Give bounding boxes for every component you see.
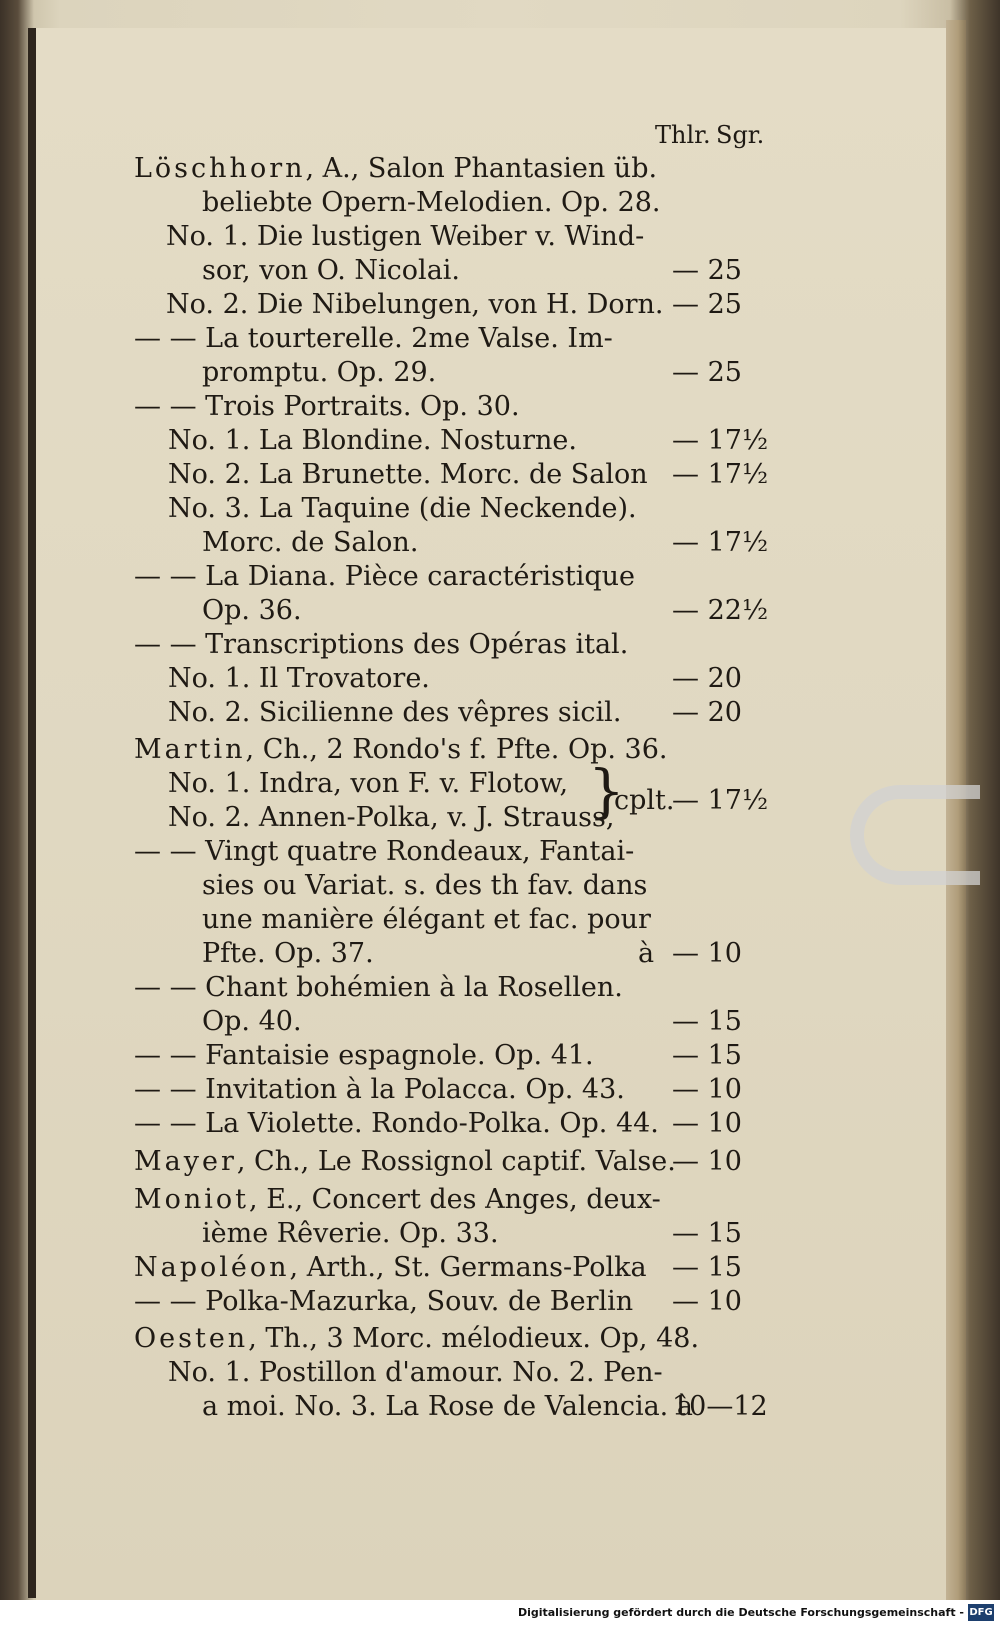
composer-name: Oesten bbox=[134, 1323, 249, 1354]
entry-price: — 17½ bbox=[672, 459, 769, 490]
header-sgr: Sgr. bbox=[716, 121, 765, 149]
entry-price: — 15 bbox=[672, 1252, 742, 1283]
entry-line: Pfte. Op. 37. bbox=[202, 938, 374, 969]
entry-price: — 20 bbox=[672, 697, 742, 728]
entry-price: — 10 bbox=[672, 1108, 742, 1139]
entry-brace-note: cplt. bbox=[614, 785, 675, 816]
entry-price: — 25 bbox=[672, 357, 742, 388]
entry-line: No. 2. Sicilienne des vêpres sicil. bbox=[168, 697, 622, 728]
footer-credit: Digitalisierung gefördert durch die Deutsche Forschungsgemeinschaft - bbox=[517, 1606, 964, 1619]
entry-line: une manière élégant et fac. pour bbox=[202, 904, 651, 935]
entry-line: Op. 40. bbox=[202, 1006, 302, 1037]
entry-price: 10—12 bbox=[672, 1391, 768, 1422]
entry-line: No. 1. Postillon d'amour. No. 2. Pen- bbox=[168, 1357, 663, 1388]
entry-line: No. 2. La Brunette. Morc. de Salon bbox=[168, 459, 648, 490]
entry-price: — 17½ bbox=[672, 527, 769, 558]
entry-line: — — Chant bohémien à la Rosellen. bbox=[134, 972, 623, 1003]
entry-line: No. 2. Annen-Polka, v. J. Strauss, bbox=[168, 802, 615, 833]
composer-name: Moniot bbox=[134, 1184, 250, 1215]
entry-price: — 25 bbox=[672, 255, 742, 286]
entry-line: No. 1. Die lustigen Weiber v. Wind- bbox=[166, 221, 645, 252]
entry-price: — 20 bbox=[672, 663, 742, 694]
entry-line: a moi. No. 3. La Rose de Valencia. à bbox=[202, 1391, 693, 1422]
entry-line: Oesten, Th., 3 Morc. mélodieux. Op, 48. bbox=[134, 1323, 700, 1354]
entry-line: — — La Violette. Rondo-Polka. Op. 44. bbox=[134, 1108, 659, 1139]
entry-line: — — Transcriptions des Opéras ital. bbox=[134, 629, 629, 660]
entry-price: — 10 bbox=[672, 1286, 742, 1317]
entry-line: Martin, Ch., 2 Rondo's f. Pfte. Op. 36. bbox=[134, 734, 668, 765]
entry-brace: } bbox=[588, 757, 625, 825]
entry-price: — 17½ bbox=[672, 425, 769, 456]
entry-line: beliebte Opern-Melodien. Op. 28. bbox=[202, 187, 661, 218]
entry-line: — — Trois Portraits. Op. 30. bbox=[134, 391, 520, 422]
composer-name: Löschhorn bbox=[134, 153, 306, 184]
entry-price: — 15 bbox=[672, 1006, 742, 1037]
entry-line: Morc. de Salon. bbox=[202, 527, 419, 558]
entry-note: à bbox=[638, 938, 655, 969]
entry-line: ième Rêverie. Op. 33. bbox=[202, 1218, 499, 1249]
entry-line: — — La tourterelle. 2me Valse. Im- bbox=[134, 323, 613, 354]
entry-line: Löschhorn, A., Salon Phantasien üb. bbox=[134, 153, 658, 184]
entry-price: — 17½ bbox=[672, 785, 769, 816]
composer-name: Martin bbox=[134, 734, 246, 765]
entry-price: — 10 bbox=[672, 938, 742, 969]
dfg-logo: DFG bbox=[968, 1604, 994, 1621]
entry-line: No. 1. La Blondine. Nosturne. bbox=[168, 425, 577, 456]
footer-bar bbox=[0, 1600, 1000, 1627]
entry-price: — 22½ bbox=[672, 595, 769, 626]
entry-line: sies ou Variat. s. des th fav. dans bbox=[202, 870, 648, 901]
entry-line: Op. 36. bbox=[202, 595, 302, 626]
entry-line: — — Vingt quatre Rondeaux, Fantai- bbox=[134, 836, 635, 867]
entry-line: Moniot, E., Concert des Anges, deux- bbox=[134, 1184, 661, 1215]
entry-line: Mayer, Ch., Le Rossignol captif. Valse. bbox=[134, 1146, 676, 1177]
composer-name: Napoléon bbox=[134, 1252, 290, 1283]
entry-price: — 15 bbox=[672, 1218, 742, 1249]
entry-line: — — Polka-Mazurka, Souv. de Berlin bbox=[134, 1286, 634, 1317]
entry-line: — — Invitation à la Polacca. Op. 43. bbox=[134, 1074, 625, 1105]
entry-price: — 10 bbox=[672, 1146, 742, 1177]
entry-line: sor, von O. Nicolai. bbox=[202, 255, 461, 286]
entry-price: — 25 bbox=[672, 289, 742, 320]
entry-price: — 10 bbox=[672, 1074, 742, 1105]
entry-line: No. 1. Indra, von F. v. Flotow, bbox=[168, 768, 569, 799]
composer-name: Mayer bbox=[134, 1146, 237, 1177]
header-thlr: Thlr. bbox=[655, 121, 711, 149]
entry-line: — — Fantaisie espagnole. Op. 41. bbox=[134, 1040, 594, 1071]
entry-line: promptu. Op. 29. bbox=[202, 357, 437, 388]
entry-price: — 15 bbox=[672, 1040, 742, 1071]
entry-line: No. 1. Il Trovatore. bbox=[168, 663, 430, 694]
entry-line: — — La Diana. Pièce caractéristique bbox=[134, 561, 635, 592]
entry-line: No. 3. La Taquine (die Neckende). bbox=[168, 493, 637, 524]
entry-line: No. 2. Die Nibelungen, von H. Dorn. bbox=[166, 289, 664, 320]
entry-line: Napoléon, Arth., St. Germans-Polka bbox=[134, 1252, 647, 1283]
